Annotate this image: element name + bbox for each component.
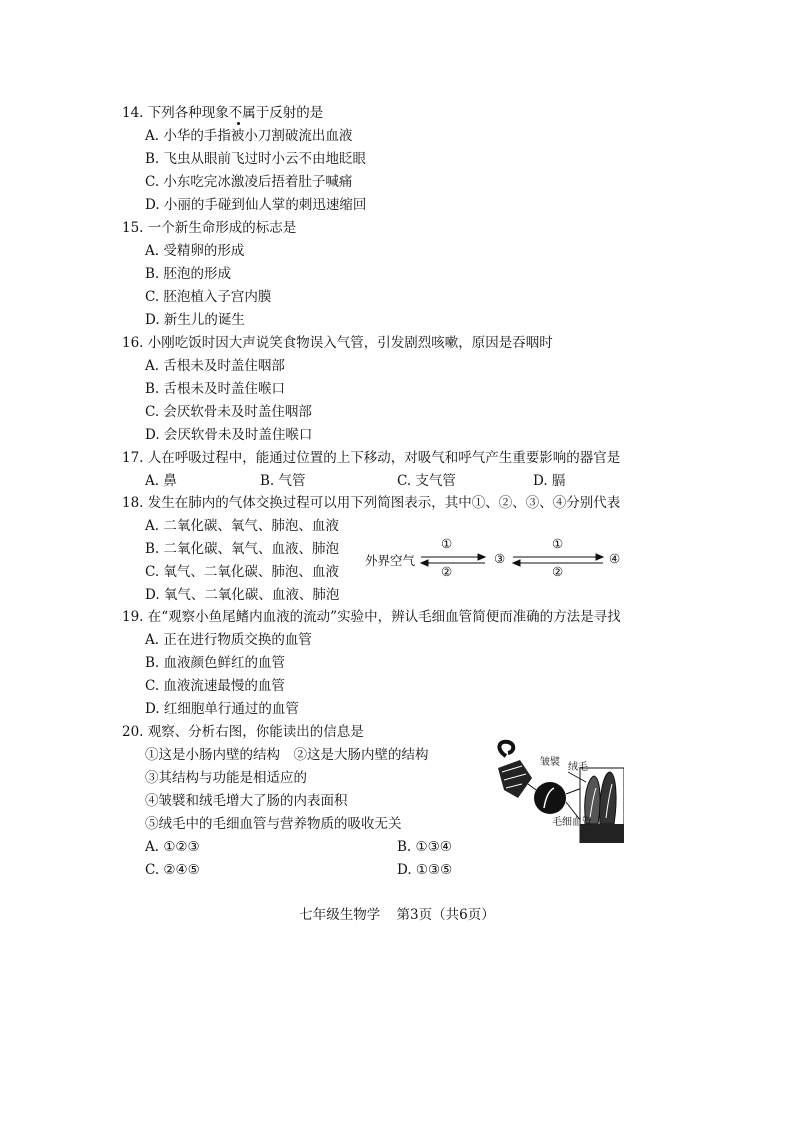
question-20-option-a: A. ①②③: [145, 839, 200, 855]
capillary-label: 毛细血管: [552, 817, 592, 828]
arrow-right-1-head: [478, 554, 485, 560]
arrow-left-2-head: [513, 560, 520, 566]
question-15-stem: 15. 一个新生命形成的标志是: [122, 220, 297, 236]
question-20-statement-3: ③其结构与功能是相适应的: [145, 770, 307, 786]
question-19-option-d: D. 红细胞单行通过的血管: [145, 701, 299, 717]
question-20-stem: 20. 观察、分析右图，你能读出的信息是: [122, 724, 364, 740]
question-20-option-c: C. ②④⑤: [145, 862, 200, 878]
diagram-arrow-2b-label: ②: [552, 564, 564, 579]
question-19-stem: 19. 在“观察小鱼尾鳍内血液的流动”实验中，辨认毛细血管简便而准确的方法是寻找: [122, 609, 621, 625]
question-16-option-a: A. 舌根未及时盖住咽部: [145, 358, 285, 374]
question-14-option-a: A. 小华的手指被小刀割破流出血液: [145, 128, 353, 144]
arrow-right-2-head: [596, 554, 603, 560]
question-14-option-b: B. 飞虫从眼前飞过时小云不由地眨眼: [145, 151, 367, 167]
gas-exchange-diagram: [365, 536, 630, 580]
footer-subject: 七年级生物学: [299, 907, 381, 923]
question-18-stem: 18. 发生在肺内的气体交换过程可以用下列简图表示，其中①、②、③、④分别代表: [122, 495, 621, 511]
question-14-option-d: D. 小丽的手碰到仙人掌的刺迅速缩回: [145, 197, 367, 213]
villus-label: 绒毛: [568, 762, 588, 773]
question-20-option-d: D. ①③⑤: [397, 862, 453, 878]
emphasis-dot: [237, 122, 240, 125]
question-18-option-d: D. 氧气、二氧化碳、血液、肺泡: [145, 587, 340, 603]
question-15-option-c: C. 胚泡植入子宫内膜: [145, 289, 272, 305]
diagram-outside-air-label: 外界空气: [365, 553, 416, 568]
question-20-statement-4: ④皱襞和绒毛增大了肠的内表面积: [145, 793, 348, 809]
question-16-option-c: C. 会厌软骨未及时盖住咽部: [145, 404, 312, 420]
question-15-option-a: A. 受精卵的形成: [145, 243, 245, 259]
question-18-option-a: A. 二氧化碳、氧气、肺泡、血液: [145, 518, 339, 534]
diagram-arrows: [365, 540, 630, 580]
diagram-node-3-label: ③: [494, 551, 506, 566]
page-footer: [0, 903, 794, 923]
question-19-option-a: A. 正在进行物质交换的血管: [145, 632, 312, 648]
question-14-stem: 14. 下列各种现象不属于反射的是: [122, 105, 324, 121]
question-15-option-b: B. 胚泡的形成: [145, 266, 232, 282]
footer-page-number: 第3页（共6页）: [396, 907, 495, 923]
question-17-option-c: C. 支气管: [397, 473, 456, 489]
question-16-option-b: B. 舌根未及时盖住喉口: [145, 381, 286, 397]
diagram-node-4-label: ④: [609, 551, 621, 566]
fold-label: 皱襞: [540, 757, 560, 768]
question-15-option-d: D. 新生儿的诞生: [145, 312, 245, 328]
question-16-stem: 16. 小刚吃饭时因大声说笑食物误入气管，引发剧烈咳嗽，原因是吞咽时: [122, 335, 553, 351]
question-19-option-b: B. 血液颜色鲜红的血管: [145, 655, 286, 671]
arrow-left-1-head: [421, 560, 428, 566]
question-18-option-b: B. 二氧化碳、氧气、血液、肺泡: [145, 541, 340, 557]
intestine-structure-figure: [492, 738, 624, 843]
question-16-option-d: D. 会厌软骨未及时盖住喉口: [145, 427, 313, 443]
diagram-arrow-2-label: ②: [441, 564, 453, 579]
question-17-stem: 17. 人在呼吸过程中，能通过位置的上下移动，对吸气和呼气产生重要影响的器官是: [122, 450, 621, 466]
question-20-statement-5: ⑤绒毛中的毛细血管与营养物质的吸收无关: [145, 816, 402, 832]
question-20-statement-1-2: ①这是小肠内壁的结构 ②这是大肠内壁的结构: [145, 747, 429, 763]
question-17-option-d: D. 膈: [533, 473, 566, 489]
question-19-option-c: C. 血液流速最慢的血管: [145, 678, 285, 694]
question-17-option-a: A. 鼻: [145, 473, 177, 489]
question-14-option-c: C. 小东吃完冰激凌后捂着肚子喊痛: [145, 174, 353, 190]
diagram-arrow-1-label: ①: [441, 536, 453, 551]
diagram-arrow-1b-label: ①: [552, 536, 564, 551]
question-18-option-c: C. 氧气、二氧化碳、肺泡、血液: [145, 564, 339, 580]
question-20-option-b: B. ①③④: [397, 839, 452, 855]
question-17-option-b: B. 气管: [260, 473, 306, 489]
